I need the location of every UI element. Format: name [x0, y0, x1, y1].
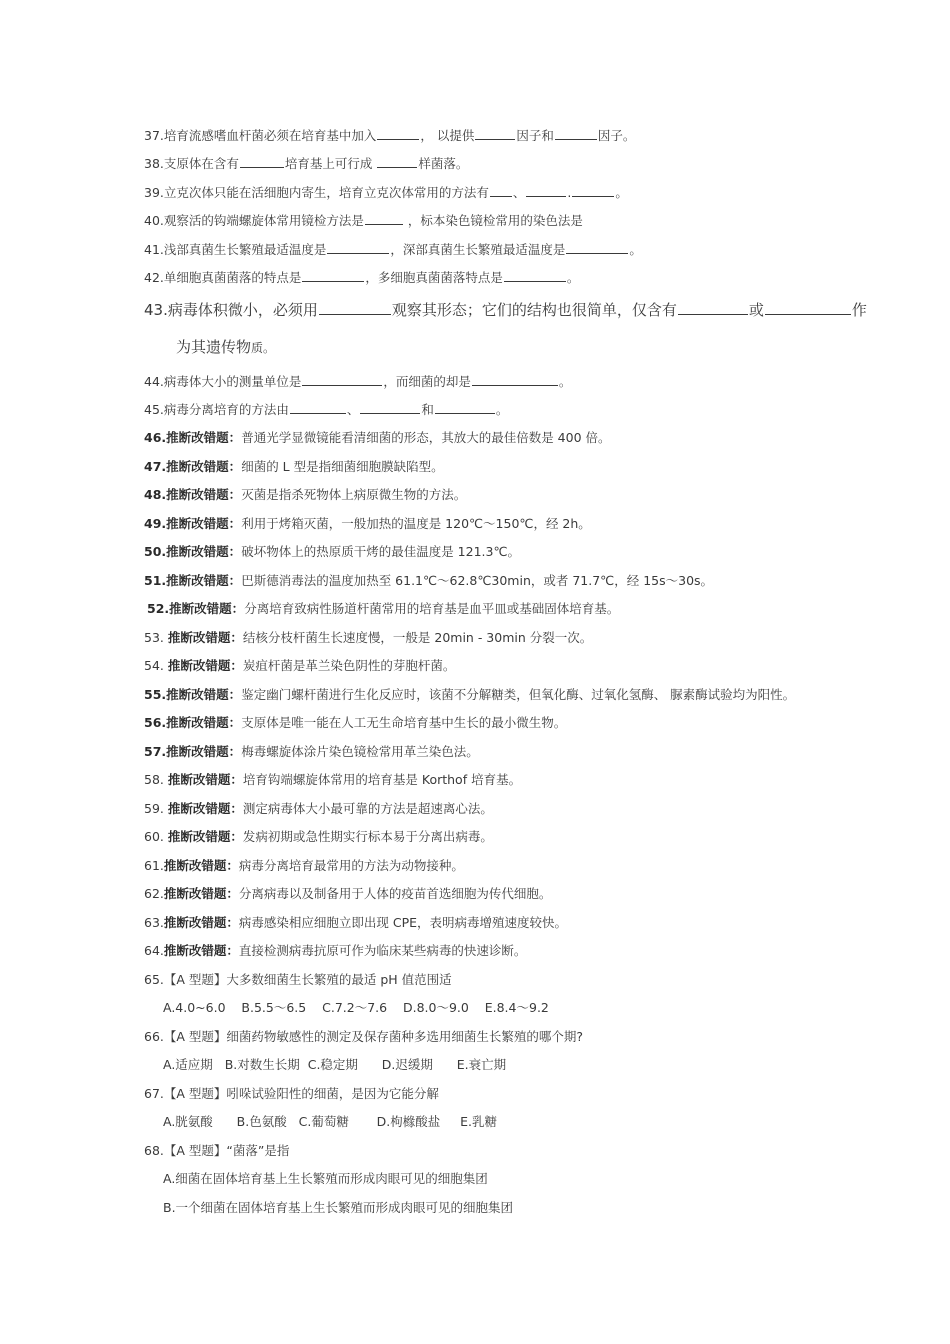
blank [490, 184, 512, 197]
question-67-stem: 67.【A 型题】吲哚试验阳性的细菌，是因为它能分解 [144, 1086, 439, 1101]
blank [526, 184, 566, 197]
judge-question: 64.推断改错题：直接检测病毒抗原可作为临床某些病毒的快速诊断。 [144, 943, 527, 958]
question-68-stem: 68.【A 型题】“菌落”是指 [144, 1143, 290, 1158]
question-42: 42.单细胞真菌菌落的特点是 ，多细胞真菌菌落特点是 。 [144, 270, 580, 285]
blank [475, 127, 515, 140]
judge-question: 60. 推断改错题：发病初期或急性期实行标本易于分离出病毒。 [144, 829, 493, 844]
judge-question: 55.推断改错题：鉴定幽门螺杆菌进行生化反应时，该菌不分解糖类，但氧化酶、过氧化氢酶、 脲素酶试验均为阳性。 [144, 687, 796, 702]
judge-question: 51.推断改错题：巴斯德消毒法的温度加热至 61.1℃～62.8℃30min，或者 71.7℃，经 15s～30s。 [144, 573, 714, 588]
question-66-options: A.适应期 B.对数生长期 C.稳定期 D.迟缓期 E.衰亡期 [163, 1057, 507, 1072]
question-45: 45.病毒分离培育的方法由 、 和 。 [144, 402, 509, 417]
question-38: 38.支原体在含有 培育基上可行成 样菌落。 [144, 156, 469, 171]
judge-question: 54. 推断改错题：炭疽杆菌是革兰染色阴性的芽胞杆菌。 [144, 658, 456, 673]
blank [472, 373, 558, 386]
question-43: 43.病毒体积微小，必须用 观察其形态；它们的结构也很简单，仅含有 或 作 [144, 301, 867, 319]
question-67-options: A.胱氨酸 B.色氨酸 C.葡萄糖 D.枸橼酸盐 E.乳糖 [163, 1114, 497, 1129]
judge-question: 49.推断改错题：利用于烤箱灭菌，一般加热的温度是 120℃～150℃，经 2h。 [144, 516, 591, 531]
question-39: 39.立克次体只能在活细胞内寄生，培育立克次体常用的方法有 、 . 。 [144, 185, 628, 200]
blank [765, 299, 851, 315]
question-65-stem: 65.【A 型题】大多数细菌生长繁殖的最适 pH 值范围适 [144, 972, 452, 987]
judge-question: 57.推断改错题：梅毒螺旋体涂片染色镜检常用革兰染色法。 [144, 744, 479, 759]
judge-question: 63.推断改错题：病毒感染相应细胞立即出现 CPE，表明病毒增殖速度较快。 [144, 915, 568, 930]
judge-question: 62.推断改错题：分离病毒以及制备用于人体的疫苗首选细胞为传代细胞。 [144, 886, 552, 901]
blank [365, 212, 403, 225]
blank [572, 184, 614, 197]
judge-question: 47.推断改错题：细菌的 L 型是指细菌细胞膜缺陷型。 [144, 459, 444, 474]
blank [566, 241, 628, 254]
blank [377, 127, 419, 140]
judge-question: 52.推断改错题：分离培育致病性肠道杆菌常用的培育基是血平皿或基础固体培育基。 [147, 601, 620, 616]
judge-question: 46.推断改错题：普通光学显微镜能看清细菌的形态，其放大的最佳倍数是 400 倍。 [144, 430, 611, 445]
judge-question: 61.推断改错题：病毒分离培育最常用的方法为动物接种。 [144, 858, 464, 873]
blank [377, 155, 417, 168]
blank [504, 269, 566, 282]
question-68-option-b: B.一个细菌在固体培育基上生长繁殖而形成肉眼可见的细胞集团 [163, 1200, 514, 1215]
question-44: 44.病毒体大小的测量单位是 ，而细菌的却是 。 [144, 374, 572, 389]
question-65-options: A.4.0~6.0 B.5.5～6.5 C.7.2～7.6 D.8.0～9.0 E.8.4～9.2 [163, 1000, 549, 1015]
question-37: 37.培育流感嗜血杆菌必须在培育基中加入 ， 以提供 因子和 因子。 [144, 128, 636, 143]
blank [290, 401, 346, 414]
judge-question: 58. 推断改错题：培育钩端螺旋体常用的培育基是 Korthof 培育基。 [144, 772, 522, 787]
blank [360, 401, 420, 414]
question-43-cont: 为其遗传物质。 [176, 338, 276, 356]
blank [678, 299, 748, 315]
blank [302, 269, 364, 282]
judge-question: 56.推断改错题：支原体是唯一能在人工无生命培育基中生长的最小微生物。 [144, 715, 567, 730]
question-40: 40.观察活的钩端螺旋体常用镜检方法是 ，标本染色镜检常用的染色法是 [144, 213, 583, 228]
question-68-option-a: A.细菌在固体培育基上生长繁殖而形成肉眼可见的细胞集团 [163, 1171, 488, 1186]
question-41: 41.浅部真菌生长繁殖最适温度是 ，深部真菌生长繁殖最适温度是 。 [144, 242, 642, 257]
judge-question: 48.推断改错题：灭菌是指杀死物体上病原微生物的方法。 [144, 487, 467, 502]
judge-question: 50.推断改错题：破坏物体上的热原质干烤的最佳温度是 121.3℃。 [144, 544, 520, 559]
blank [327, 241, 389, 254]
question-66-stem: 66.【A 型题】细菌药物敏感性的测定及保存菌种多选用细菌生长繁殖的哪个期? [144, 1029, 584, 1044]
blank [435, 401, 495, 414]
blank [240, 155, 284, 168]
judge-question: 53. 推断改错题：结核分枝杆菌生长速度慢，一般是 20min - 30min 分裂一次。 [144, 630, 593, 645]
blank [302, 373, 382, 386]
blank [319, 299, 391, 315]
judge-question: 59. 推断改错题：测定病毒体大小最可靠的方法是超速离心法。 [144, 801, 493, 816]
blank [555, 127, 597, 140]
